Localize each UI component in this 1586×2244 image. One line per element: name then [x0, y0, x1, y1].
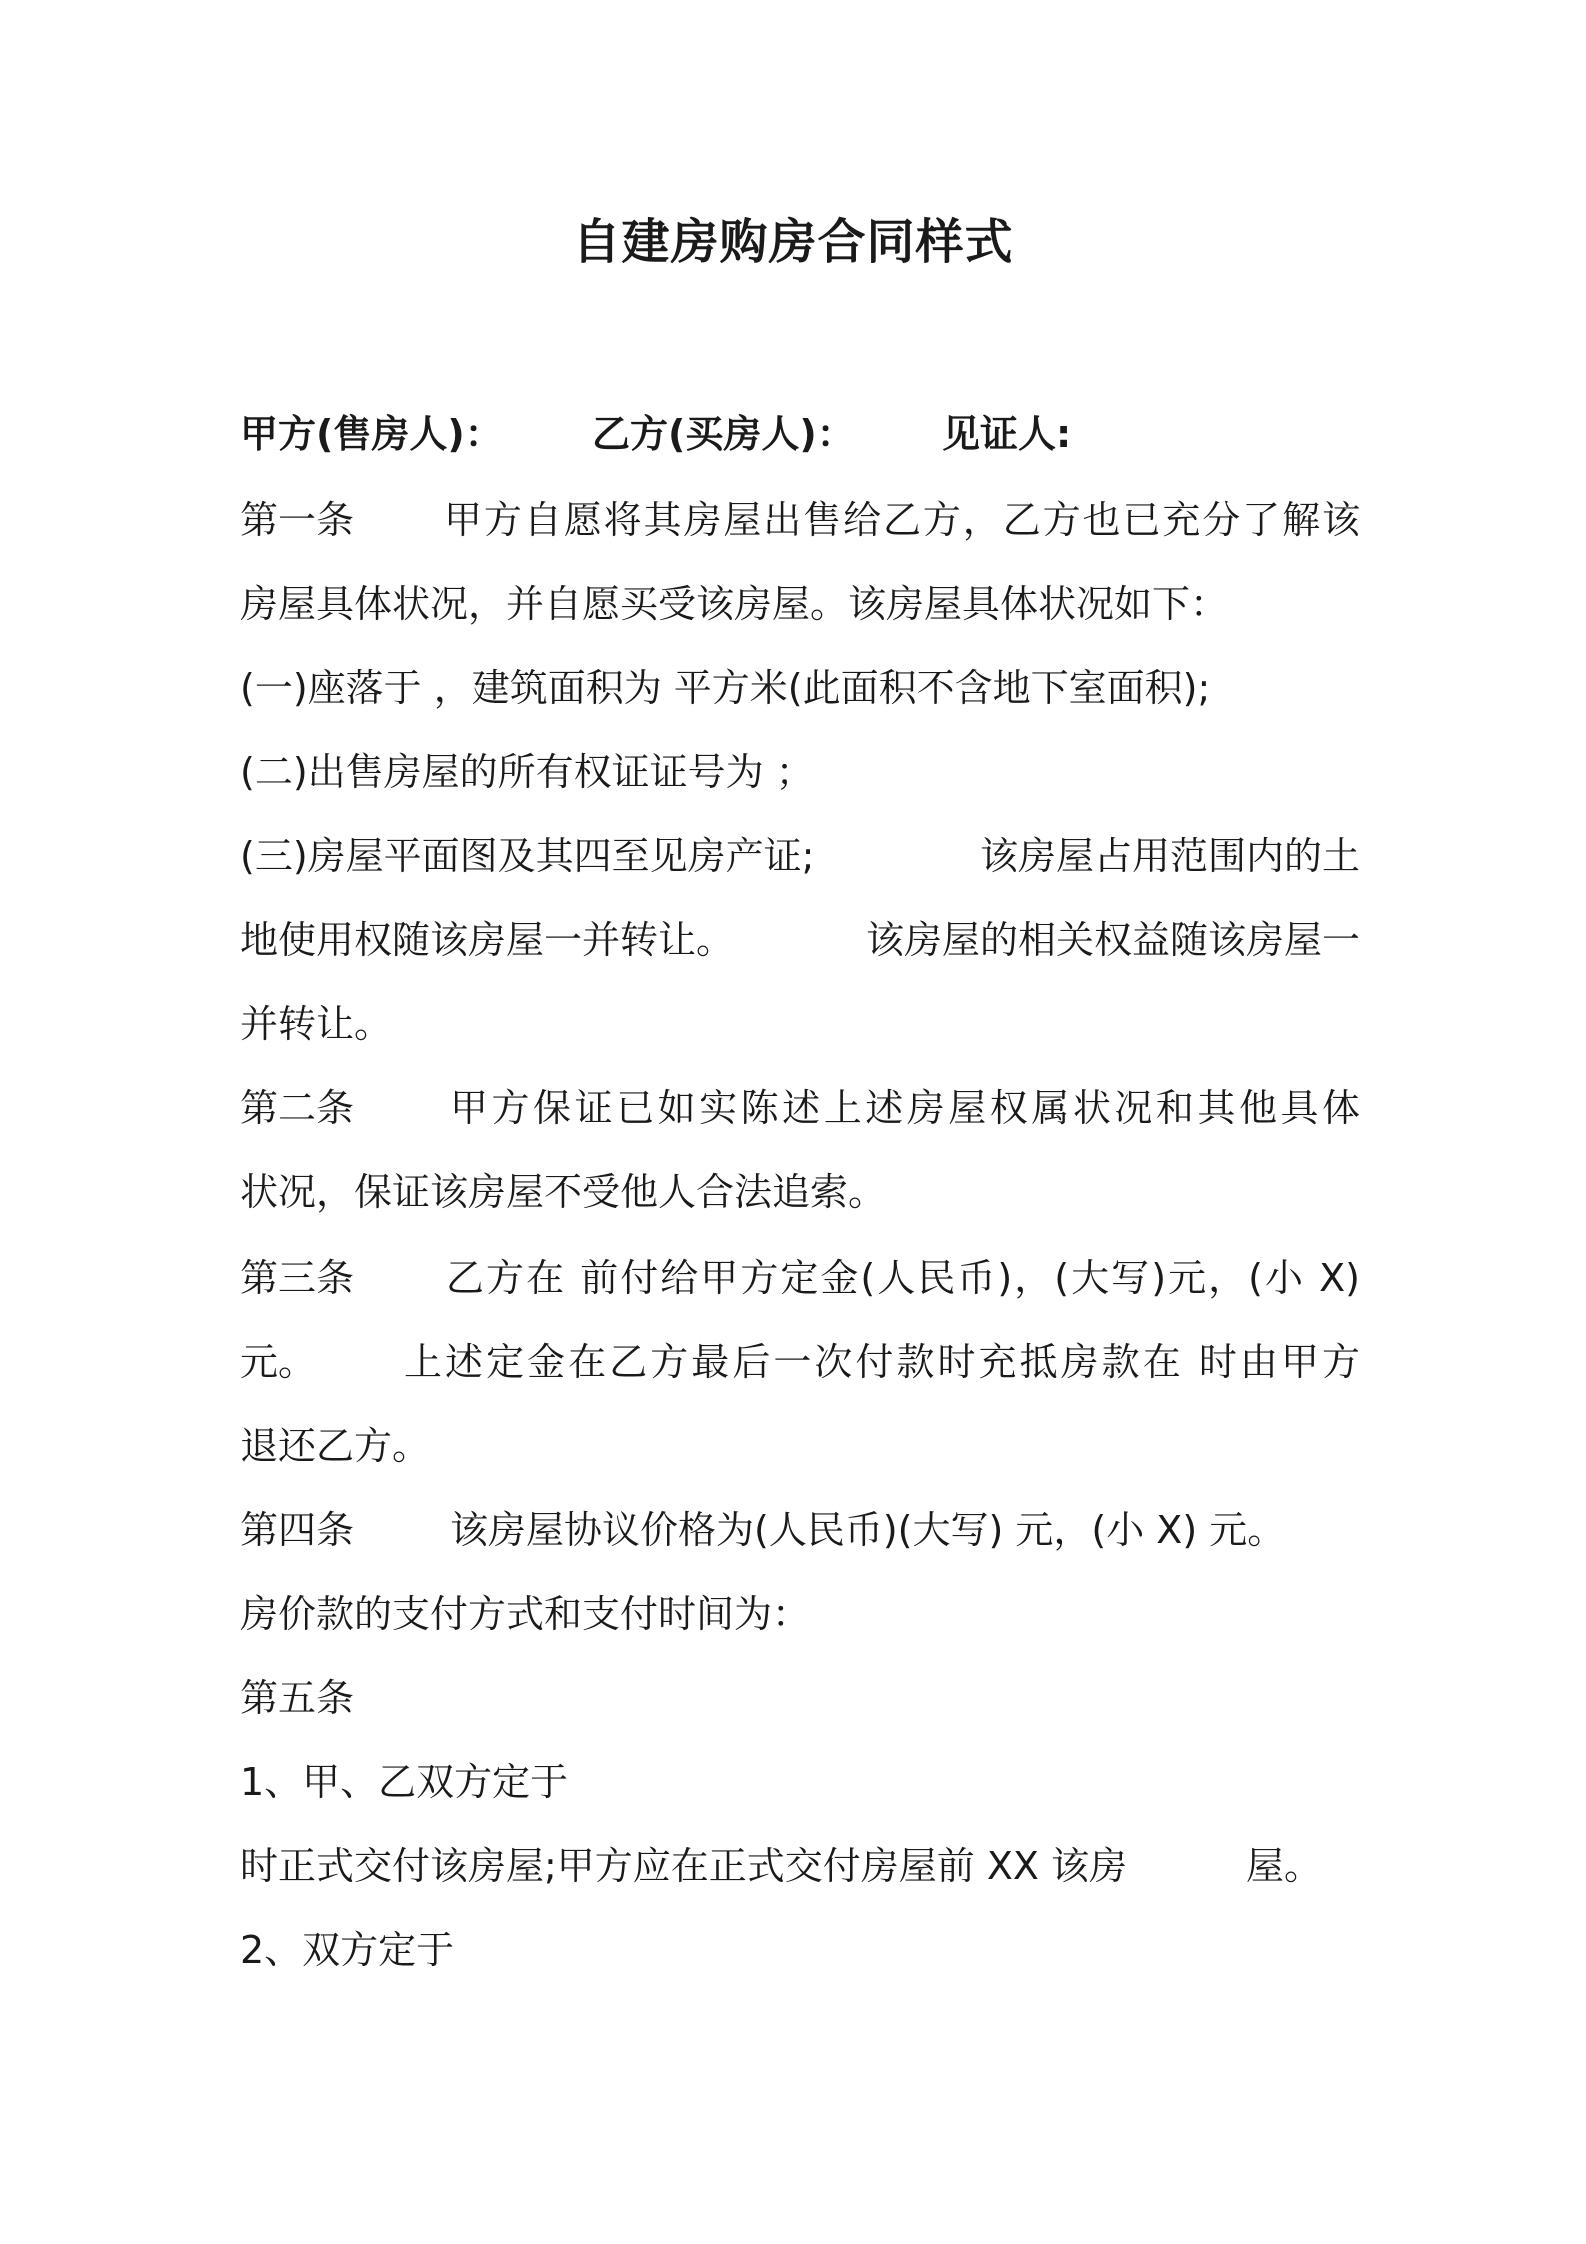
article5-item1-cont-a: 时正式交付该房屋;甲方应在正式交付房屋前 XX 该房 [240, 1844, 1128, 1888]
article5-item1-cont-b: 屋。 [1246, 1844, 1323, 1888]
article1-line2: 房屋具体状况，并自愿买受该房屋。该房屋具体状况如下： [240, 582, 1229, 626]
buyer-label: 乙方(买房人)： [592, 412, 855, 456]
article4-line1 [240, 1502, 1360, 1558]
article1-item3-a: (三)房屋平面图及其四至见房产证; [240, 834, 815, 878]
article3-text-line2-b: 上述定金在乙方最后一次付款时充抵房款在 时由甲方 [404, 1340, 1360, 1384]
article3-text-line2-a: 元。 [240, 1340, 317, 1384]
article3-line3: 退还乙方。 [240, 1424, 431, 1468]
article1-item1: (一)座落于 ，建筑面积为 平方米(此面积不含地下室面积); [240, 666, 1211, 710]
article5-item1-cont [240, 1838, 1360, 1894]
article5-item2: 2、双方定于 [240, 1928, 455, 1972]
article2-line1 [240, 1080, 1360, 1136]
article1-item3-line1 [240, 828, 1360, 884]
witness-label: 见证人: [942, 412, 1072, 456]
article1-item3-d: 该房屋的相关权益随该房屋一 [865, 918, 1360, 962]
article3-line2 [240, 1334, 1360, 1390]
seller-label: 甲方(售房人)： [240, 412, 503, 456]
article1-item3-b: 该房屋占用范围内的土 [979, 834, 1360, 878]
article1-item3-line2 [240, 912, 1360, 968]
article1-item3-c: 地使用权随该房屋一并转让。 [240, 918, 735, 962]
article5-label: 第五条 [240, 1676, 355, 1720]
article4-line2: 房价款的支付方式和支付时间为： [240, 1592, 811, 1636]
article3-label: 第三条 [240, 1256, 355, 1300]
article1-item2: (二)出售房屋的所有权证证号为 ； [240, 750, 814, 794]
article2-line2: 状况，保证该房屋不受他人合法追索。 [240, 1170, 887, 1214]
article4-text-line1: 该房屋协议价格为(人民币)(大写) 元，(小 X) 元。 [450, 1508, 1286, 1552]
article2-text-line1: 甲方保证已如实陈述上述房屋权属状况和其他具体 [450, 1086, 1360, 1130]
article4-label: 第四条 [240, 1508, 355, 1552]
article1-label: 第一条 [240, 498, 355, 542]
article1-item3-line3: 并转让。 [240, 1002, 393, 1046]
article2-label: 第二条 [240, 1086, 355, 1130]
article3-text-line1: 乙方在 前付给甲方定金(人民币)，(大写)元，(小 X) [446, 1256, 1360, 1300]
article1-line1 [240, 492, 1360, 548]
article3-line1 [240, 1250, 1360, 1306]
parties-line [240, 406, 1360, 462]
document-title: 自建房购房合同样式 [572, 214, 1014, 270]
article5-item1: 1、甲、乙双方定于 [240, 1760, 569, 1804]
article1-text-line1: 甲方自愿将其房屋出售给乙方，乙方也已充分了解该 [444, 498, 1360, 542]
